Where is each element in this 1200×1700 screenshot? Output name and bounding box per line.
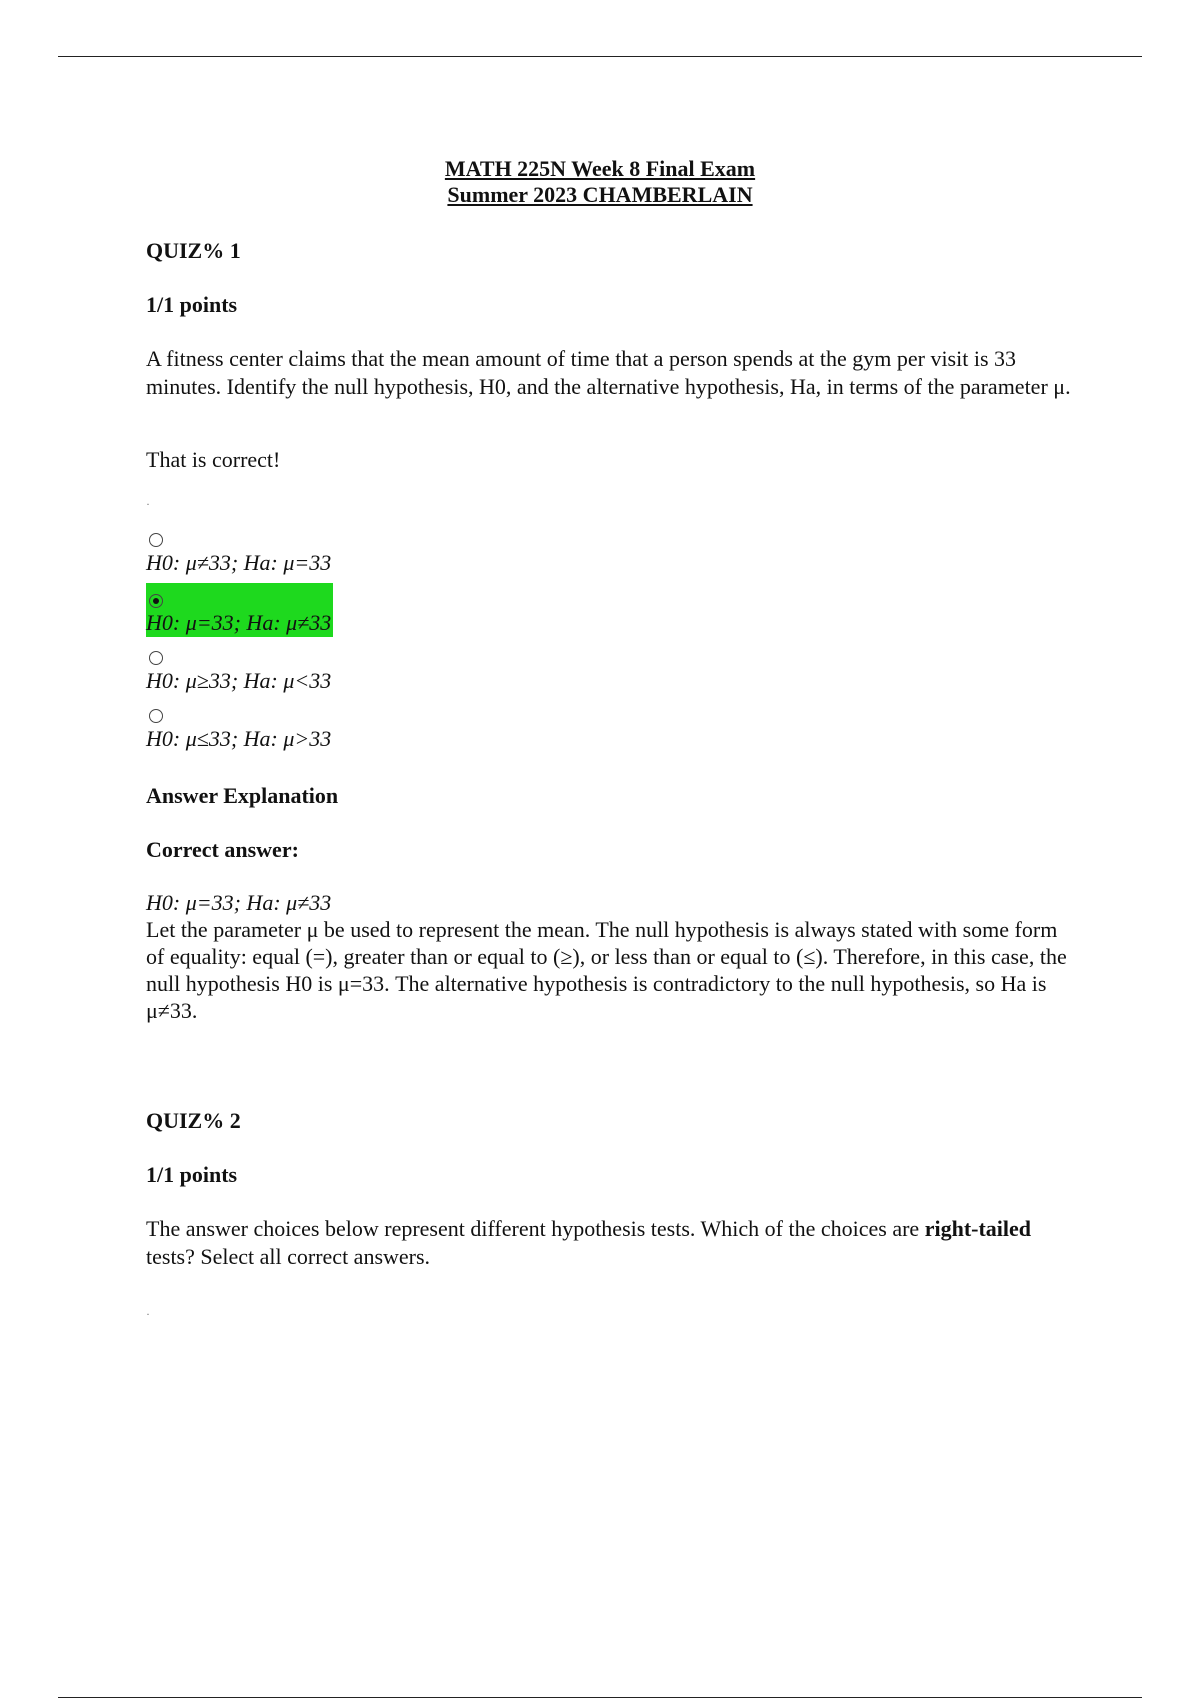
- option-4[interactable]: [146, 699, 1076, 753]
- correct-answer-text: H0: μ=33; Ha: μ≠33: [146, 890, 332, 915]
- quiz-2-question-part-2: tests? Select all correct answers.: [146, 1244, 431, 1269]
- separator-dot: ·: [146, 497, 150, 511]
- quiz-1-question: A fitness center claims that the mean amount of time that a person spends at the gym per visit is 33 minutes. Identify the null hypothesis, H0, and the alternative hypothesis, Ha, in terms of the parameter μ.: [146, 346, 1071, 399]
- radio-icon[interactable]: [149, 651, 163, 665]
- correct-answer-heading: Correct answer:: [146, 837, 299, 862]
- option-3[interactable]: [146, 641, 1076, 695]
- option-1[interactable]: [146, 523, 1076, 577]
- explanation-text: Let the parameter μ be used to represent the mean. The null hypothesis is always stated with some form of equality: equal (=), greater than or equal to (≥), or less than or equal to (≤). Therefore, in this case, the null hypothesis H0 is μ=33. The alternative hypothesis is contradictory to the null hypothesis, so Ha is μ≠33.: [146, 917, 1067, 1023]
- quiz-1-heading: QUIZ% 1: [146, 238, 241, 263]
- explanation-block: [146, 889, 1076, 1024]
- option-2-highlight: [146, 583, 333, 637]
- separator-dot: ·: [146, 1307, 150, 1321]
- document-title: [0, 156, 1200, 208]
- option-2-label: H0: μ=33; Ha: μ≠33: [146, 610, 332, 635]
- quiz-2-heading: QUIZ% 2: [146, 1108, 241, 1133]
- radio-icon[interactable]: [149, 709, 163, 723]
- radio-icon[interactable]: [149, 533, 163, 547]
- quiz-2-question-bold: right-tailed: [924, 1216, 1032, 1241]
- quiz-1-options: [146, 523, 1076, 753]
- option-4-label: H0: μ≤33; Ha: μ>33: [146, 726, 332, 751]
- title-line-1: MATH 225N Week 8 Final Exam: [444, 156, 756, 181]
- top-rule: [58, 56, 1142, 57]
- radio-selected-icon[interactable]: [149, 594, 163, 608]
- quiz-1-feedback: That is correct!: [146, 447, 281, 472]
- quiz-2-question-part-1: The answer choices below represent different hypothesis tests. Which of the choices are: [146, 1216, 925, 1241]
- bottom-rule: [58, 1697, 1142, 1698]
- document-body: [146, 156, 1076, 1325]
- quiz-2-points: 1/1 points: [146, 1162, 238, 1187]
- answer-explanation-heading: Answer Explanation: [146, 783, 339, 808]
- quiz-2-question: [146, 1215, 1076, 1271]
- title-line-2: Summer 2023 CHAMBERLAIN: [447, 182, 753, 207]
- option-3-label: H0: μ≥33; Ha: μ<33: [146, 668, 332, 693]
- option-2[interactable]: [146, 583, 1076, 637]
- quiz-1-points: 1/1 points: [146, 292, 238, 317]
- option-1-label: H0: μ≠33; Ha: μ=33: [146, 550, 332, 575]
